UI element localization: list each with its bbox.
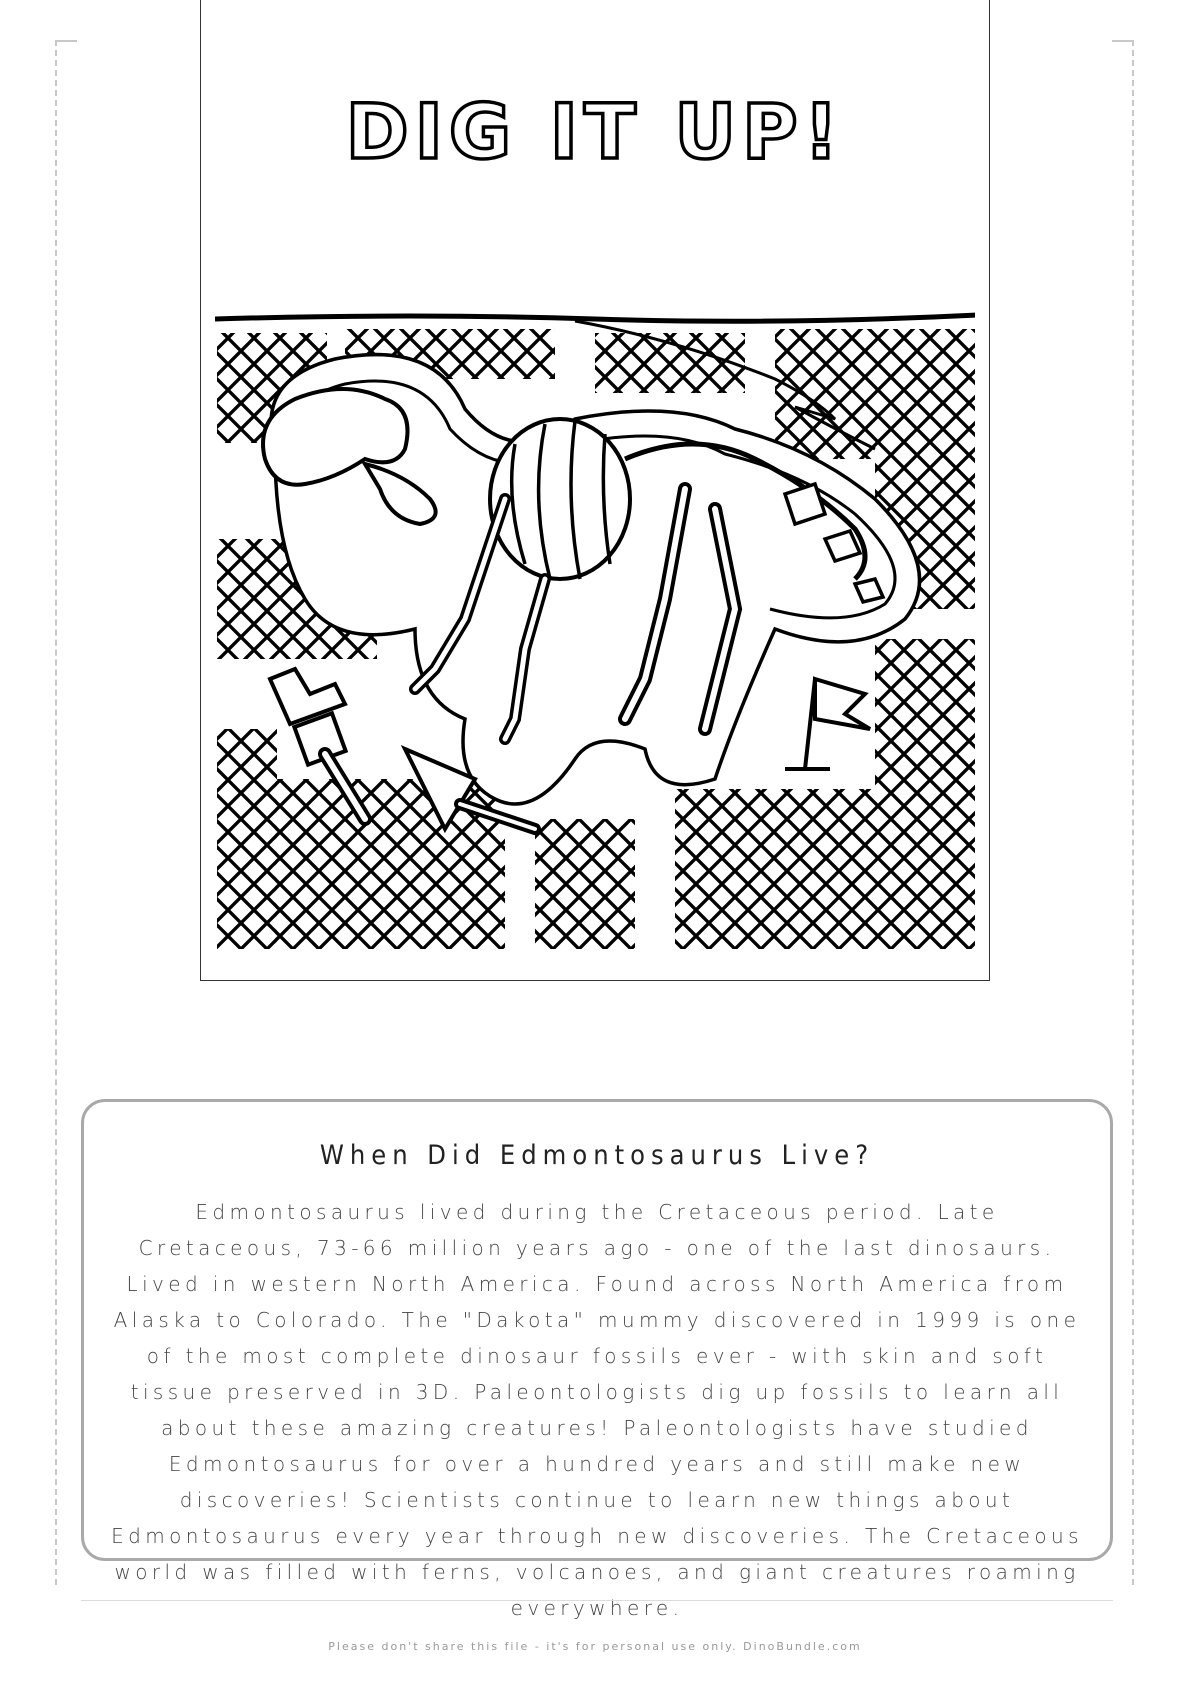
marker-flag-icon (785, 679, 870, 769)
page-title: DIG IT UP! (345, 87, 845, 176)
ground-line (215, 315, 975, 321)
info-heading: When Did Edmontosaurus Live? (319, 1140, 875, 1171)
corner-mark-right (1112, 40, 1134, 42)
info-box (81, 1099, 1113, 1620)
cut-line-left (55, 40, 57, 1585)
footer-notice: Please don't share this file - it's for personal use only. DinoBundle.com (328, 1640, 862, 1653)
footer-divider (81, 1600, 1113, 1601)
cut-line-right (1132, 40, 1134, 1585)
corner-mark-left (55, 40, 77, 42)
fossil-dig-illustration (215, 299, 975, 959)
info-body-text: Edmontosaurus lived during the Cretaceous period. Late Cretaceous, 73-66 million years ago - one of the last dinosaurs. Lived in western North America. Found across North America from Alaska to Colorado. The "Dakota" mummy discovered in 1999 is one of the most complete dinosaur fossils ever - with skin and soft tissue preserved in 3D. Paleontologists dig up fossils to learn all about these amazing creatures! Paleontologists have studied Edmontosaurus for over a hundred years and still make new discoveries! Scientists continue to learn new things about Edmontosaurus every year through new discoveries. The Cretaceous world was filled with ferns, volcanoes, and giant creatures roaming everywhere. (111, 1200, 1083, 1620)
coloring-page-frame (200, 0, 990, 981)
